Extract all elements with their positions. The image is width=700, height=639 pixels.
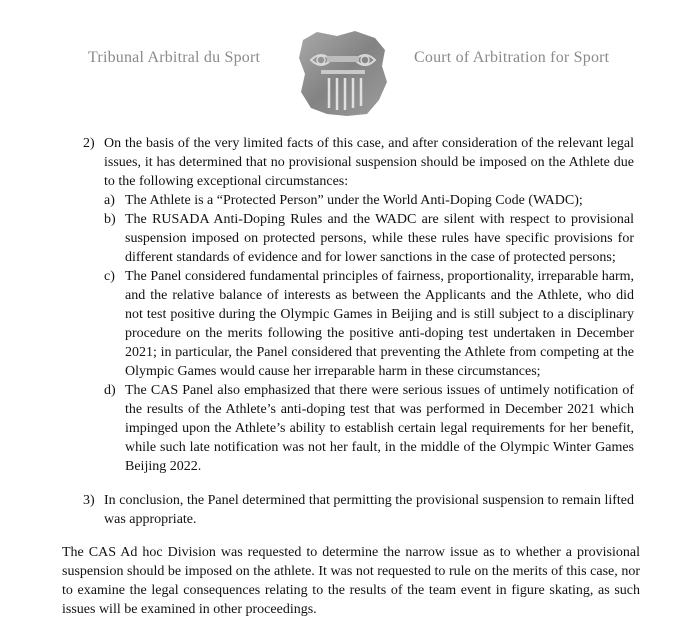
closing-paragraph: The CAS Ad hoc Division was requested to determine the narrow issue as to whether a provisional suspension should be imposed on the athlete. It was not requested to rule on the merits of this case, nor to examine the legal consequences relating to the results of the team event in figure skating, as such issues will be examined in other proceedings. [62,545,640,617]
sub-item-label-a: a) [104,193,115,208]
sub-item-label-d: d) [104,383,116,398]
sub-item-a: The Athlete is a “Protected Person” under the World Anti-Doping Code (WADC); [125,193,583,208]
item-number-3: 3) [83,493,95,508]
sub-item-label-c: c) [104,269,115,284]
header-title-french: Tribunal Arbitral du Sport [88,49,261,66]
sub-item-c: The Panel considered fundamental principles of fairness, proportionality, irreparable harm, and the relative balance of interests as between the Applicants and the Athlete, who did not test positive during the Olympic Games in Beijing and is still subject to a disciplinary procedure on the merits following the positive anti-doping test undertaken in December 2021; in particular, the Panel considered that preventing the Athlete from competing at the Olympic Games would cause her irreparable harm in these circumstances; [125,269,634,379]
header-title-english: Court of Arbitration for Sport [414,49,610,66]
sub-item-d: The CAS Panel also emphasized that there were serious issues of untimely notification of the results of the Athlete’s anti-doping test that was performed in December 2021 which impinged upon the Athlete’s ability to establish certain legal requirements for her benefit, while such late notification was not her fault, in the middle of the Olympic Winter Games Beijing 2022. [125,383,634,474]
cas-logo-icon [297,30,389,118]
letterhead [0,0,700,120]
item-number-2: 2) [83,136,95,151]
sub-item-label-b: b) [104,212,116,227]
paragraph-2: On the basis of the very limited facts of this case, and after consideration of the relevant legal issues, it has determined that no provisional suspension should be imposed on the Athlete due to the following exceptional circumstances: [104,136,634,189]
paragraph-3: In conclusion, the Panel determined that permitting the provisional suspension to remain lifted was appropriate. [104,493,634,527]
sub-item-b: The RUSADA Anti-Doping Rules and the WADC are silent with respect to provisional suspension imposed on protected persons, while these rules have specific provisions for different standards of evidence and for lower sanctions in the case of protected persons; [125,212,634,265]
